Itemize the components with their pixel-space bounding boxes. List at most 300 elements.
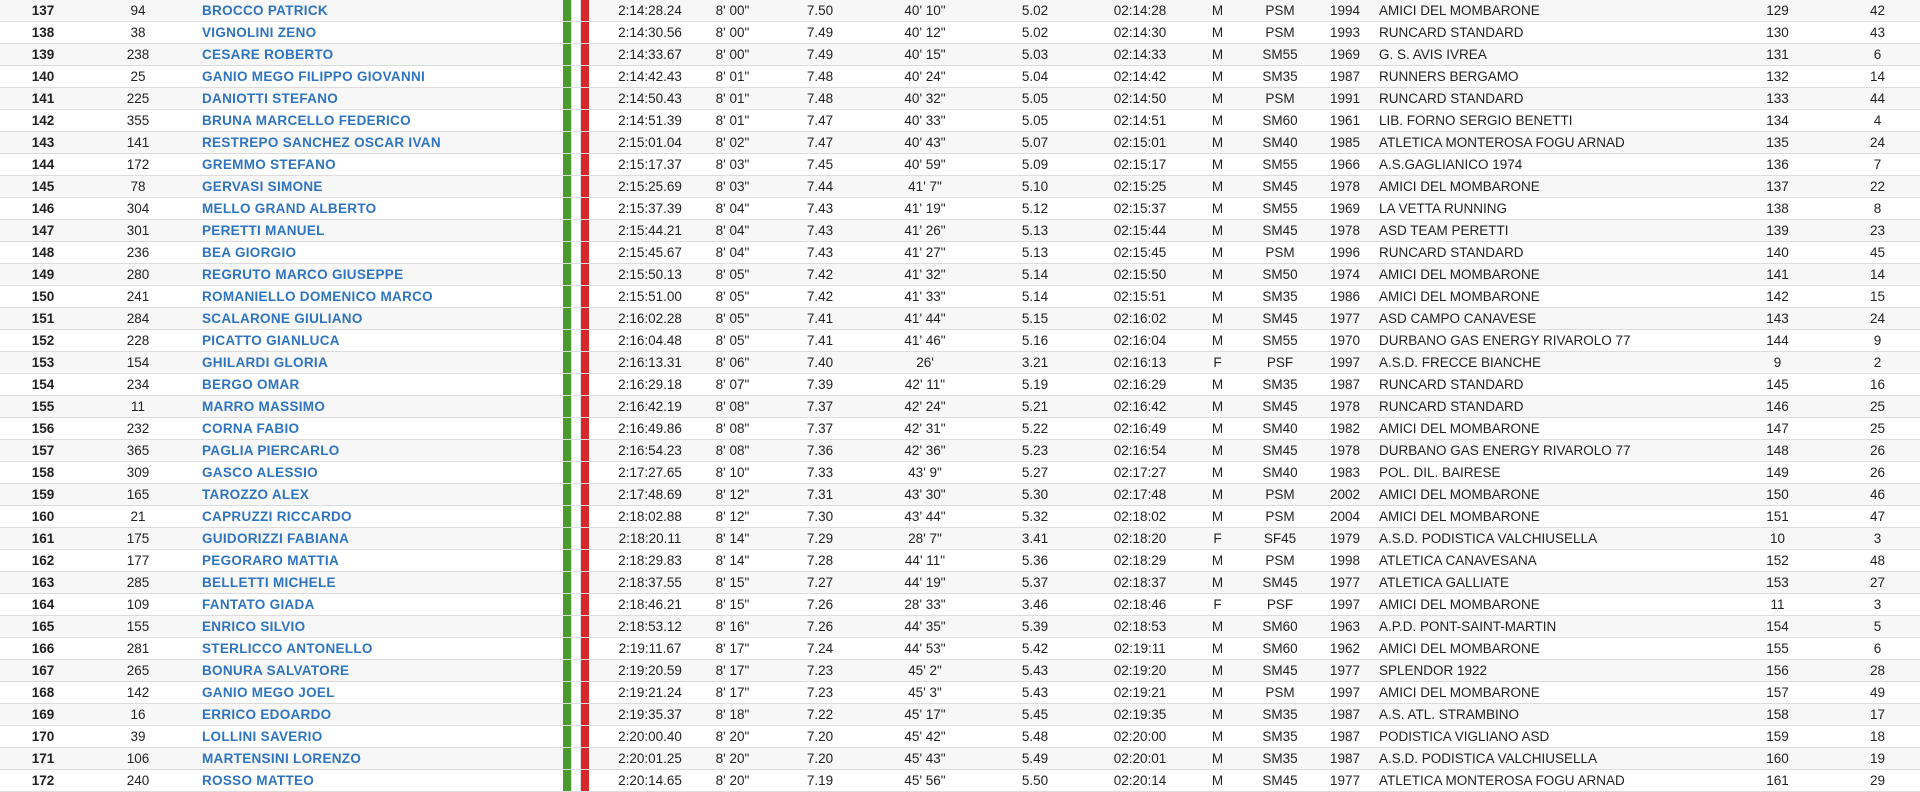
italy-flag-icon [563, 528, 591, 549]
spacer-cell [510, 440, 555, 462]
sex-cell: M [1190, 66, 1245, 88]
pace-cell: 8' 12" [695, 484, 770, 506]
athlete-name-link[interactable]: BONURA SALVATORE [190, 660, 510, 682]
athlete-name-link[interactable]: LOLLINI SAVERIO [190, 726, 510, 748]
category-cell: SM50 [1245, 264, 1315, 286]
position-cell: 139 [0, 44, 86, 66]
spacer-cell [510, 572, 555, 594]
sex-position-cell: 161 [1720, 770, 1835, 792]
gap-cell: 40' 43" [870, 132, 980, 154]
club-cell: A.P.D. PONT-SAINT-MARTIN [1375, 616, 1720, 638]
speed-cell: 7.42 [770, 264, 870, 286]
gap-km-cell: 5.36 [980, 550, 1090, 572]
category-position-cell: 5 [1835, 616, 1920, 638]
gap-cell: 28' 33" [870, 594, 980, 616]
gap-km-cell: 5.13 [980, 242, 1090, 264]
pace-cell: 8' 10" [695, 462, 770, 484]
sex-position-cell: 150 [1720, 484, 1835, 506]
table-row [0, 682, 1920, 704]
club-cell: AMICI DEL MOMBARONE [1375, 264, 1720, 286]
birth-year-cell: 1987 [1315, 66, 1375, 88]
gap-km-cell: 5.49 [980, 748, 1090, 770]
gap-km-cell: 5.37 [980, 572, 1090, 594]
flag-cell [555, 550, 605, 572]
position-cell: 142 [0, 110, 86, 132]
speed-cell: 7.43 [770, 220, 870, 242]
sex-cell: M [1190, 506, 1245, 528]
table-row [0, 286, 1920, 308]
gap-cell: 40' 10" [870, 0, 980, 22]
bib-cell: 240 [86, 770, 190, 792]
spacer-cell [510, 176, 555, 198]
category-position-cell: 44 [1835, 88, 1920, 110]
real-time-cell: 02:15:45 [1090, 242, 1190, 264]
athlete-name-link[interactable]: MARTENSINI LORENZO [190, 748, 510, 770]
sex-cell: F [1190, 528, 1245, 550]
speed-cell: 7.33 [770, 462, 870, 484]
position-cell: 149 [0, 264, 86, 286]
category-position-cell: 29 [1835, 770, 1920, 792]
birth-year-cell: 1974 [1315, 264, 1375, 286]
time-cell: 2:15:17.37 [605, 154, 695, 176]
gap-cell: 45' 56" [870, 770, 980, 792]
gap-km-cell: 5.32 [980, 506, 1090, 528]
sex-position-cell: 10 [1720, 528, 1835, 550]
gap-cell: 41' 44" [870, 308, 980, 330]
table-row [0, 220, 1920, 242]
spacer-cell [510, 726, 555, 748]
category-position-cell: 7 [1835, 154, 1920, 176]
category-cell: PSF [1245, 594, 1315, 616]
athlete-name-link[interactable]: GANIO MEGO JOEL [190, 682, 510, 704]
time-cell: 2:14:28.24 [605, 0, 695, 22]
category-cell: SM60 [1245, 110, 1315, 132]
position-cell: 137 [0, 0, 86, 22]
flag-cell [555, 198, 605, 220]
real-time-cell: 02:17:48 [1090, 484, 1190, 506]
sex-cell: M [1190, 286, 1245, 308]
spacer-cell [510, 44, 555, 66]
birth-year-cell: 1987 [1315, 748, 1375, 770]
gap-cell: 43' 9" [870, 462, 980, 484]
spacer-cell [510, 660, 555, 682]
club-cell: G. S. AVIS IVREA [1375, 44, 1720, 66]
club-cell: AMICI DEL MOMBARONE [1375, 0, 1720, 22]
table-row [0, 550, 1920, 572]
time-cell: 2:15:37.39 [605, 198, 695, 220]
position-cell: 146 [0, 198, 86, 220]
speed-cell: 7.48 [770, 88, 870, 110]
sex-cell: M [1190, 176, 1245, 198]
athlete-name-link[interactable]: ROMANIELLO DOMENICO MARCO [190, 286, 510, 308]
bib-cell: 285 [86, 572, 190, 594]
bib-cell: 21 [86, 506, 190, 528]
italy-flag-icon [563, 198, 591, 219]
club-cell: AMICI DEL MOMBARONE [1375, 682, 1720, 704]
club-cell: A.S.D. PODISTICA VALCHIUSELLA [1375, 748, 1720, 770]
position-cell: 172 [0, 770, 86, 792]
athlete-name-link[interactable]: RESTREPO SANCHEZ OSCAR IVAN [190, 132, 510, 154]
speed-cell: 7.50 [770, 0, 870, 22]
table-row [0, 44, 1920, 66]
position-cell: 152 [0, 330, 86, 352]
position-cell: 158 [0, 462, 86, 484]
real-time-cell: 02:15:37 [1090, 198, 1190, 220]
gap-km-cell: 5.45 [980, 704, 1090, 726]
sex-position-cell: 141 [1720, 264, 1835, 286]
sex-cell: M [1190, 154, 1245, 176]
athlete-name-link[interactable]: GASCO ALESSIO [190, 462, 510, 484]
time-cell: 2:16:29.18 [605, 374, 695, 396]
pace-cell: 8' 15" [695, 594, 770, 616]
time-cell: 2:16:13.31 [605, 352, 695, 374]
speed-cell: 7.22 [770, 704, 870, 726]
speed-cell: 7.20 [770, 748, 870, 770]
italy-flag-icon [563, 748, 591, 769]
club-cell: RUNCARD STANDARD [1375, 396, 1720, 418]
club-cell: ASD TEAM PERETTI [1375, 220, 1720, 242]
pace-cell: 8' 04" [695, 242, 770, 264]
category-position-cell: 2 [1835, 352, 1920, 374]
sex-position-cell: 137 [1720, 176, 1835, 198]
real-time-cell: 02:16:13 [1090, 352, 1190, 374]
athlete-name-link[interactable]: SCALARONE GIULIANO [190, 308, 510, 330]
time-cell: 2:20:14.65 [605, 770, 695, 792]
athlete-name-link[interactable]: GHILARDI GLORIA [190, 352, 510, 374]
bib-cell: 301 [86, 220, 190, 242]
gap-cell: 40' 32" [870, 88, 980, 110]
position-cell: 154 [0, 374, 86, 396]
spacer-cell [510, 506, 555, 528]
category-cell: SM45 [1245, 770, 1315, 792]
table-row [0, 198, 1920, 220]
flag-cell [555, 572, 605, 594]
flag-cell [555, 308, 605, 330]
pace-cell: 8' 20" [695, 770, 770, 792]
bib-cell: 11 [86, 396, 190, 418]
sex-cell: M [1190, 462, 1245, 484]
category-cell: SM45 [1245, 660, 1315, 682]
athlete-name-link[interactable]: BEA GIORGIO [190, 242, 510, 264]
flag-cell [555, 132, 605, 154]
athlete-name-link[interactable]: GANIO MEGO FILIPPO GIOVANNI [190, 66, 510, 88]
gap-cell: 45' 3" [870, 682, 980, 704]
spacer-cell [510, 154, 555, 176]
athlete-name-link[interactable]: STERLICCO ANTONELLO [190, 638, 510, 660]
position-cell: 141 [0, 88, 86, 110]
time-cell: 2:16:04.48 [605, 330, 695, 352]
category-position-cell: 48 [1835, 550, 1920, 572]
italy-flag-icon [563, 88, 591, 109]
gap-cell: 40' 24" [870, 66, 980, 88]
real-time-cell: 02:15:01 [1090, 132, 1190, 154]
athlete-name-link[interactable]: TAROZZO ALEX [190, 484, 510, 506]
pace-cell: 8' 14" [695, 550, 770, 572]
birth-year-cell: 1978 [1315, 440, 1375, 462]
table-row [0, 308, 1920, 330]
athlete-name-link[interactable]: GREMMO STEFANO [190, 154, 510, 176]
athlete-name-link[interactable]: ROSSO MATTEO [190, 770, 510, 792]
position-cell: 168 [0, 682, 86, 704]
real-time-cell: 02:15:25 [1090, 176, 1190, 198]
position-cell: 166 [0, 638, 86, 660]
athlete-name-link[interactable]: PEGORARO MATTIA [190, 550, 510, 572]
sex-cell: M [1190, 726, 1245, 748]
real-time-cell: 02:15:17 [1090, 154, 1190, 176]
category-position-cell: 22 [1835, 176, 1920, 198]
speed-cell: 7.42 [770, 286, 870, 308]
gap-cell: 42' 11" [870, 374, 980, 396]
birth-year-cell: 1982 [1315, 418, 1375, 440]
sex-position-cell: 132 [1720, 66, 1835, 88]
category-cell: SM40 [1245, 462, 1315, 484]
athlete-name-link[interactable]: FANTATO GIADA [190, 594, 510, 616]
real-time-cell: 02:14:50 [1090, 88, 1190, 110]
position-cell: 153 [0, 352, 86, 374]
speed-cell: 7.47 [770, 110, 870, 132]
bib-cell: 280 [86, 264, 190, 286]
italy-flag-icon [563, 154, 591, 175]
pace-cell: 8' 20" [695, 726, 770, 748]
sex-position-cell: 148 [1720, 440, 1835, 462]
athlete-name-link[interactable]: PERETTI MANUEL [190, 220, 510, 242]
bib-cell: 16 [86, 704, 190, 726]
sex-position-cell: 155 [1720, 638, 1835, 660]
real-time-cell: 02:19:11 [1090, 638, 1190, 660]
italy-flag-icon [563, 374, 591, 395]
category-position-cell: 15 [1835, 286, 1920, 308]
gap-km-cell: 5.14 [980, 286, 1090, 308]
position-cell: 169 [0, 704, 86, 726]
italy-flag-icon [563, 220, 591, 241]
pace-cell: 8' 01" [695, 88, 770, 110]
club-cell: RUNCARD STANDARD [1375, 374, 1720, 396]
sex-cell: M [1190, 110, 1245, 132]
pace-cell: 8' 17" [695, 682, 770, 704]
athlete-name-link[interactable]: MARRO MASSIMO [190, 396, 510, 418]
pace-cell: 8' 20" [695, 748, 770, 770]
table-row [0, 770, 1920, 792]
italy-flag-icon [563, 0, 591, 21]
club-cell: A.S.GAGLIANICO 1974 [1375, 154, 1720, 176]
spacer-cell [510, 616, 555, 638]
time-cell: 2:18:53.12 [605, 616, 695, 638]
gap-cell: 42' 31" [870, 418, 980, 440]
birth-year-cell: 1977 [1315, 308, 1375, 330]
category-cell: PSF [1245, 352, 1315, 374]
italy-flag-icon [563, 704, 591, 725]
athlete-name-link[interactable]: PICATTO GIANLUCA [190, 330, 510, 352]
birth-year-cell: 1991 [1315, 88, 1375, 110]
athlete-name-link[interactable]: DANIOTTI STEFANO [190, 88, 510, 110]
sex-position-cell: 130 [1720, 22, 1835, 44]
pace-cell: 8' 07" [695, 374, 770, 396]
spacer-cell [510, 198, 555, 220]
spacer-cell [510, 220, 555, 242]
sex-position-cell: 159 [1720, 726, 1835, 748]
athlete-name-link[interactable]: CAPRUZZI RICCARDO [190, 506, 510, 528]
gap-cell: 45' 42" [870, 726, 980, 748]
spacer-cell [510, 132, 555, 154]
birth-year-cell: 1961 [1315, 110, 1375, 132]
time-cell: 2:15:44.21 [605, 220, 695, 242]
birth-year-cell: 1997 [1315, 352, 1375, 374]
sex-cell: M [1190, 198, 1245, 220]
table-row [0, 528, 1920, 550]
athlete-name-link[interactable]: BERGO OMAR [190, 374, 510, 396]
table-row [0, 110, 1920, 132]
spacer-cell [510, 528, 555, 550]
table-row [0, 506, 1920, 528]
athlete-name-link[interactable]: CORNA FABIO [190, 418, 510, 440]
gap-km-cell: 5.07 [980, 132, 1090, 154]
athlete-name-link[interactable]: CESARE ROBERTO [190, 44, 510, 66]
sex-cell: M [1190, 660, 1245, 682]
flag-cell [555, 638, 605, 660]
table-row [0, 374, 1920, 396]
italy-flag-icon [563, 286, 591, 307]
birth-year-cell: 1963 [1315, 616, 1375, 638]
category-cell: PSM [1245, 484, 1315, 506]
gap-km-cell: 5.23 [980, 440, 1090, 462]
flag-cell [555, 396, 605, 418]
spacer-cell [510, 308, 555, 330]
pace-cell: 8' 16" [695, 616, 770, 638]
athlete-name-link[interactable]: PAGLIA PIERCARLO [190, 440, 510, 462]
club-cell: A.S. ATL. STRAMBINO [1375, 704, 1720, 726]
position-cell: 138 [0, 22, 86, 44]
category-position-cell: 16 [1835, 374, 1920, 396]
speed-cell: 7.30 [770, 506, 870, 528]
athlete-name-link[interactable]: BROCCO PATRICK [190, 0, 510, 22]
flag-cell [555, 22, 605, 44]
flag-cell [555, 726, 605, 748]
time-cell: 2:20:01.25 [605, 748, 695, 770]
bib-cell: 39 [86, 726, 190, 748]
pace-cell: 8' 04" [695, 198, 770, 220]
gap-km-cell: 5.43 [980, 660, 1090, 682]
spacer-cell [510, 110, 555, 132]
bib-cell: 177 [86, 550, 190, 572]
category-cell: SM45 [1245, 220, 1315, 242]
table-row [0, 418, 1920, 440]
birth-year-cell: 1966 [1315, 154, 1375, 176]
bib-cell: 172 [86, 154, 190, 176]
category-position-cell: 6 [1835, 638, 1920, 660]
position-cell: 159 [0, 484, 86, 506]
italy-flag-icon [563, 330, 591, 351]
pace-cell: 8' 15" [695, 572, 770, 594]
flag-cell [555, 66, 605, 88]
athlete-name-link[interactable]: BRUNA MARCELLO FEDERICO [190, 110, 510, 132]
club-cell: ATLETICA GALLIATE [1375, 572, 1720, 594]
time-cell: 2:16:02.28 [605, 308, 695, 330]
gap-km-cell: 5.05 [980, 110, 1090, 132]
time-cell: 2:15:51.00 [605, 286, 695, 308]
athlete-name-link[interactable]: GERVASI SIMONE [190, 176, 510, 198]
time-cell: 2:17:27.65 [605, 462, 695, 484]
table-row [0, 726, 1920, 748]
club-cell: RUNCARD STANDARD [1375, 242, 1720, 264]
birth-year-cell: 1978 [1315, 220, 1375, 242]
athlete-name-link[interactable]: VIGNOLINI ZENO [190, 22, 510, 44]
athlete-name-link[interactable]: MELLO GRAND ALBERTO [190, 198, 510, 220]
bib-cell: 236 [86, 242, 190, 264]
athlete-name-link[interactable]: BELLETTI MICHELE [190, 572, 510, 594]
flag-cell [555, 88, 605, 110]
bib-cell: 175 [86, 528, 190, 550]
flag-cell [555, 286, 605, 308]
bib-cell: 38 [86, 22, 190, 44]
real-time-cell: 02:16:49 [1090, 418, 1190, 440]
athlete-name-link[interactable]: REGRUTO MARCO GIUSEPPE [190, 264, 510, 286]
spacer-cell [510, 550, 555, 572]
club-cell: AMICI DEL MOMBARONE [1375, 484, 1720, 506]
table-row [0, 154, 1920, 176]
flag-cell [555, 242, 605, 264]
gap-km-cell: 5.02 [980, 0, 1090, 22]
club-cell: AMICI DEL MOMBARONE [1375, 638, 1720, 660]
gap-cell: 41' 32" [870, 264, 980, 286]
pace-cell: 8' 01" [695, 66, 770, 88]
table-row [0, 660, 1920, 682]
spacer-cell [510, 484, 555, 506]
athlete-name-link[interactable]: GUIDORIZZI FABIANA [190, 528, 510, 550]
category-cell: PSM [1245, 88, 1315, 110]
position-cell: 140 [0, 66, 86, 88]
bib-cell: 281 [86, 638, 190, 660]
club-cell: A.S.D. FRECCE BIANCHE [1375, 352, 1720, 374]
birth-year-cell: 1983 [1315, 462, 1375, 484]
table-row [0, 462, 1920, 484]
flag-cell [555, 418, 605, 440]
time-cell: 2:19:35.37 [605, 704, 695, 726]
real-time-cell: 02:16:29 [1090, 374, 1190, 396]
italy-flag-icon [563, 396, 591, 417]
club-cell: LA VETTA RUNNING [1375, 198, 1720, 220]
bib-cell: 241 [86, 286, 190, 308]
spacer-cell [510, 88, 555, 110]
sex-position-cell: 142 [1720, 286, 1835, 308]
athlete-name-link[interactable]: ERRICO EDOARDO [190, 704, 510, 726]
spacer-cell [510, 770, 555, 792]
club-cell: ATLETICA MONTEROSA FOGU ARNAD [1375, 132, 1720, 154]
athlete-name-link[interactable]: ENRICO SILVIO [190, 616, 510, 638]
sex-position-cell: 9 [1720, 352, 1835, 374]
category-position-cell: 4 [1835, 110, 1920, 132]
sex-position-cell: 151 [1720, 506, 1835, 528]
position-cell: 161 [0, 528, 86, 550]
gap-cell: 26' [870, 352, 980, 374]
category-position-cell: 23 [1835, 220, 1920, 242]
flag-cell [555, 594, 605, 616]
sex-cell: M [1190, 374, 1245, 396]
spacer-cell [510, 462, 555, 484]
flag-cell [555, 506, 605, 528]
category-cell: SM35 [1245, 66, 1315, 88]
gap-cell: 44' 35" [870, 616, 980, 638]
club-cell: ATLETICA CANAVESANA [1375, 550, 1720, 572]
real-time-cell: 02:19:35 [1090, 704, 1190, 726]
club-cell: AMICI DEL MOMBARONE [1375, 286, 1720, 308]
sex-cell: M [1190, 88, 1245, 110]
italy-flag-icon [563, 132, 591, 153]
pace-cell: 8' 05" [695, 286, 770, 308]
italy-flag-icon [563, 176, 591, 197]
category-position-cell: 43 [1835, 22, 1920, 44]
sex-position-cell: 147 [1720, 418, 1835, 440]
table-row [0, 22, 1920, 44]
